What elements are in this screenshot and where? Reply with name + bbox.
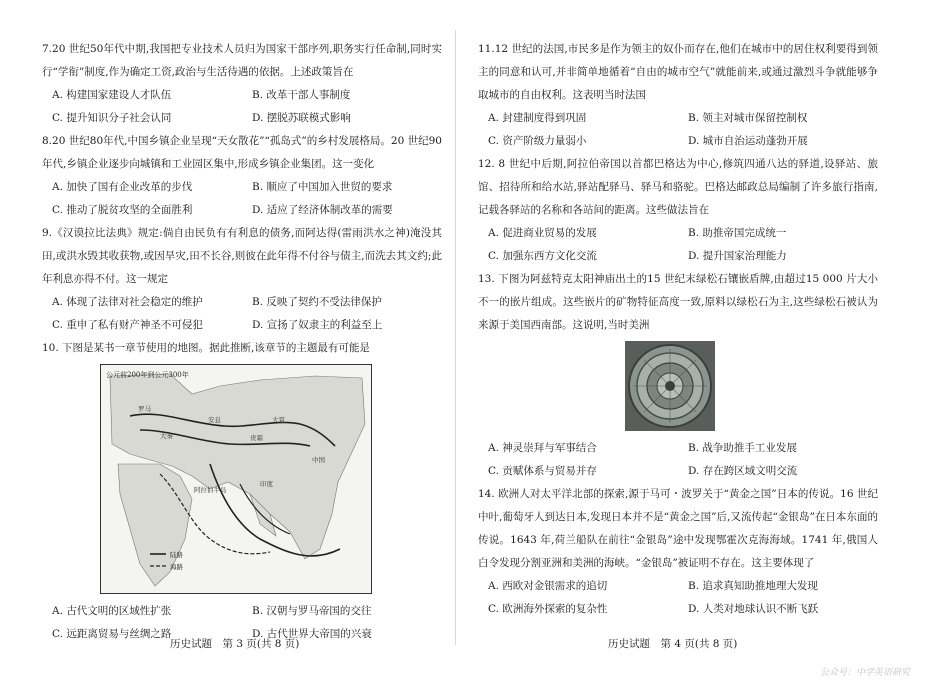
map-label-bactria: 大夏 (272, 416, 285, 424)
question-14-option-a: A. 西欧对金银需求的追切 (488, 580, 608, 592)
map-label-china: 中国 (312, 456, 325, 464)
question-7-options (42, 84, 442, 130)
turquoise-shield-image (625, 341, 715, 431)
question-11-option-b: B. 领主对城市保留控制权 (688, 112, 808, 124)
map-label-rome: 罗马 (138, 405, 151, 413)
question-12-option-a: A. 促进商业贸易的发展 (488, 227, 597, 239)
question-12-option-c: C. 加强东西方文化交流 (488, 250, 597, 262)
question-14-option-d: D. 人类对地球认识不断飞跃 (688, 603, 819, 615)
page-footer-right: 历史试题 第 4 页(共 8 页) (608, 638, 738, 650)
map-label-india: 印度 (260, 480, 273, 488)
map-label-arabia: 阿拉伯半岛 (194, 486, 227, 494)
question-7-option-a: A. 构建国家建设人才队伍 (52, 89, 172, 101)
question-13-option-a: A. 神灵崇拜与军事结合 (488, 442, 597, 454)
trade-routes-map (100, 364, 372, 594)
question-13-stem: 13. 下图为阿兹特克太阳神庙出土的15 世纪末绿松石镶嵌盾牌,由超过15 000 片大小不一的嵌片组成。这些嵌片的矿物特征高度一致,原料以绿松石为主,这些绿松石被认为来源于美国西南部。这说明,当时美洲 (478, 273, 878, 331)
question-14-stem: 14. 欧洲人对太平洋北部的探索,源于马可・波罗关于“黄金之国”日本的传说。16 世纪中叶,葡萄牙人到达日本,发现日本并不是“黄金之国”后,又流传起“金银岛”在日本东面的传说。1643 年,荷兰船队在前往“金银岛”途中发现鄂霍次克海海域。1741 年,俄国人白令发现分割亚洲和美洲的海峡。“金银岛”被证明不存在。这主要体现了 (478, 488, 878, 569)
question-11-option-c: C. 资产阶级力量弱小 (488, 135, 587, 147)
question-10-option-a: A. 古代文明的区域性扩张 (52, 605, 172, 617)
question-8-option-c: C. 推动了脱贫攻坚的全面胜利 (52, 204, 193, 216)
question-9-option-c: C. 重申了私有财产神圣不可侵犯 (52, 319, 203, 331)
question-9-option-d: D. 宣扬了奴隶主的利益至上 (252, 319, 383, 331)
question-10-option-c: C. 远距离贸易与丝绸之路 (52, 628, 172, 640)
question-10-stem: 10. 下图是某书一章节使用的地图。据此推断,该章节的主题最有可能是 (42, 342, 370, 354)
question-11-option-d: D. 城市自治运动蓬勃开展 (688, 135, 808, 147)
question-9-option-a: A. 体现了法律对社会稳定的维护 (52, 296, 203, 308)
column-divider (455, 30, 456, 645)
question-9-stem: 9.《汉谟拉比法典》规定:倘自由民负有有利息的债务,而阿达得(雷雨洪水之神)淹没其田,或洪水毁其收获物,或因旱灾,田不长谷,则彼在此年得不付谷与债主,而洗去其文约;此年利息亦得不付。这一规定 (42, 227, 442, 285)
question-8-option-b: B. 顺应了中国加入世贸的要求 (252, 181, 393, 193)
question-12-option-b: B. 助推帝国完成统一 (688, 227, 787, 239)
question-7-stem: 7.20 世纪50年代中期,我国把专业技术人员归为国家干部序列,职务实行任命制,同时实行“学衔”制度,作为确定工资,政治与生活待遇的依据。上述政策旨在 (42, 43, 442, 78)
map-label-parthia: 安息 (208, 416, 221, 424)
question-13-options (478, 437, 878, 483)
question-11-options (478, 107, 878, 153)
question-10-option-d: D. 古代世界大帝国的兴衰 (252, 628, 372, 640)
page-footer-left: 历史试题 第 3 页(共 8 页) (170, 638, 300, 650)
question-13-option-d: D. 存在跨区域文明交流 (688, 465, 798, 477)
question-8-option-d: D. 适应了经济体制改革的需要 (252, 204, 393, 216)
watermark: 公众号：中学英语研究 (820, 668, 911, 678)
map-label-daqin: 大秦 (160, 432, 173, 440)
question-7-option-b: B. 改革干部人事制度 (252, 89, 351, 101)
question-7-option-d: D. 摆脱苏联模式影响 (252, 112, 351, 124)
question-14-option-c: C. 欧洲海外探索的复杂性 (488, 603, 608, 615)
question-10-option-b: B. 汉朝与罗马帝国的交往 (252, 605, 372, 617)
question-11-option-a: A. 封建制度得到巩固 (488, 112, 587, 124)
question-12-option-d: D. 提升国家治理能力 (688, 250, 787, 262)
question-9-option-b: B. 反映了契约不受法律保护 (252, 296, 382, 308)
right-column (478, 38, 878, 621)
question-8-option-a: A. 加快了国有企业改革的步伐 (52, 181, 193, 193)
question-8-stem: 8.20 世纪80年代,中国乡镇企业呈现“天女散花”“孤岛式”的乡村发展格局。20 世纪90 年代,乡镇企业逐步向城镇和工业园区集中,形成乡镇企业集团。这一变化 (42, 135, 442, 170)
question-12-options (478, 222, 878, 268)
map-legend-land: 陆路 (170, 551, 183, 559)
question-7-option-c: C. 提升知识分子社会认同 (52, 112, 172, 124)
question-12-stem: 12. 8 世纪中后期,阿拉伯帝国以首都巴格达为中心,修筑四通八达的驿道,设驿站、旅馆、招待所和给水站,驿站配驿马、驿马和骆驼。巴格达邮政总局编制了许多旅行指南,记载各驿站的名称和各站间的距离。这些做法旨在 (478, 158, 878, 216)
map-legend-sea: 海路 (170, 563, 183, 571)
question-11-stem: 11.12 世纪的法国,市民多是作为领主的奴仆而存在,他们在城市中的居住权利要得到领主的同意和认可,并非简单地循着“自由的城市空气”就能前来,或通过激烈斗争就能够争取城市的自由权利。这表明当时法国 (478, 43, 878, 101)
question-8-options (42, 176, 442, 222)
question-9-options (42, 291, 442, 337)
question-13-option-b: B. 战争助推手工业发展 (688, 442, 797, 454)
map-title: 公元前200年到公元300年 (106, 371, 189, 379)
question-14-options (478, 575, 878, 621)
left-column (42, 38, 442, 646)
question-14-option-b: B. 追求真知助推地理大发现 (688, 580, 818, 592)
question-13-option-c: C. 贡赋体系与贸易并存 (488, 465, 597, 477)
map-label-kushan: 贵霜 (250, 434, 263, 442)
